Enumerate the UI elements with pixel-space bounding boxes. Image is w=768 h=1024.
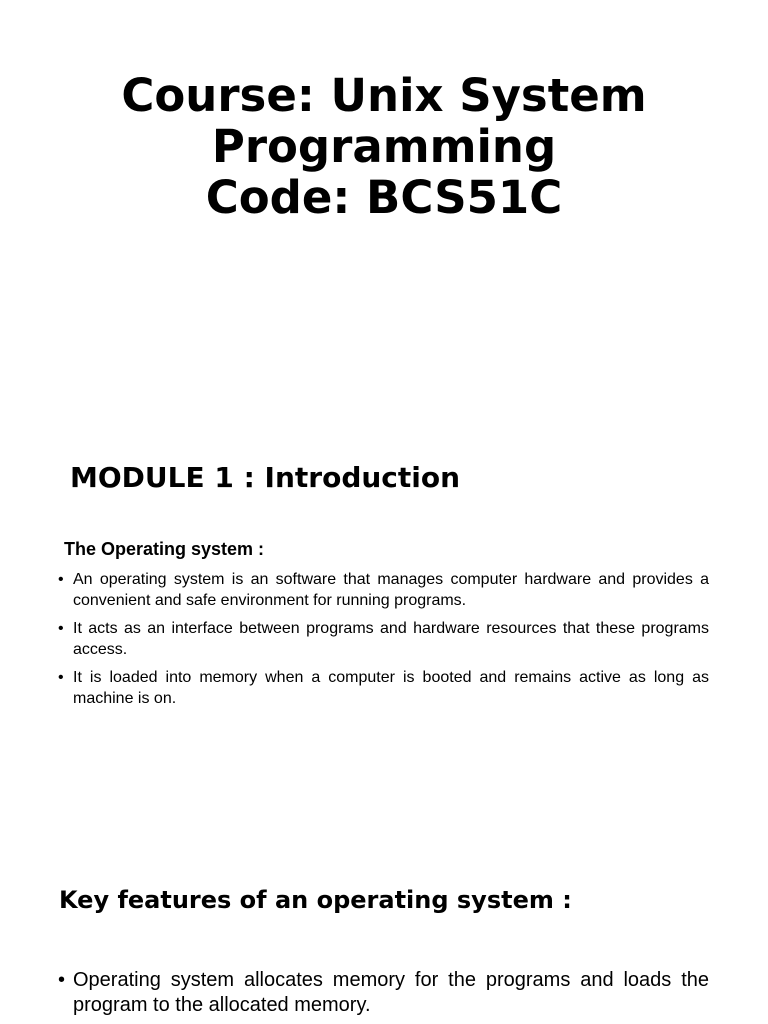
list-item-text: It acts as an interface between programs and hardware resources that these programs access. xyxy=(73,620,709,658)
list-item xyxy=(58,968,709,1018)
course-title-line-2: Programming xyxy=(211,120,557,173)
module-heading: MODULE 1 : Introduction xyxy=(70,461,461,494)
bullet-icon: • xyxy=(58,669,64,686)
bullet-icon: • xyxy=(58,620,64,637)
section-subtitle: The Operating system : xyxy=(64,539,265,559)
list-item xyxy=(58,618,709,660)
features-bullet-list xyxy=(58,968,709,1018)
os-bullet-list xyxy=(58,569,709,716)
course-title xyxy=(0,70,768,230)
features-heading: Key features of an operating system : xyxy=(59,886,572,914)
list-item-text: Operating system allocates memory for the programs and loads the program to the allocated memory. xyxy=(73,969,709,1016)
bullet-icon: • xyxy=(58,969,66,991)
bullet-icon: • xyxy=(58,571,64,588)
course-code-line: Code: BCS51C xyxy=(205,171,563,224)
list-item-text: An operating system is an software that manages computer hardware and provides a convenient and safe environment for running programs. xyxy=(73,571,709,609)
list-item-text: It is loaded into memory when a computer is booted and remains active as long as machine is on. xyxy=(73,669,709,707)
course-title-line-1: Course: Unix System xyxy=(121,69,647,122)
list-item xyxy=(58,569,709,611)
list-item xyxy=(58,667,709,709)
